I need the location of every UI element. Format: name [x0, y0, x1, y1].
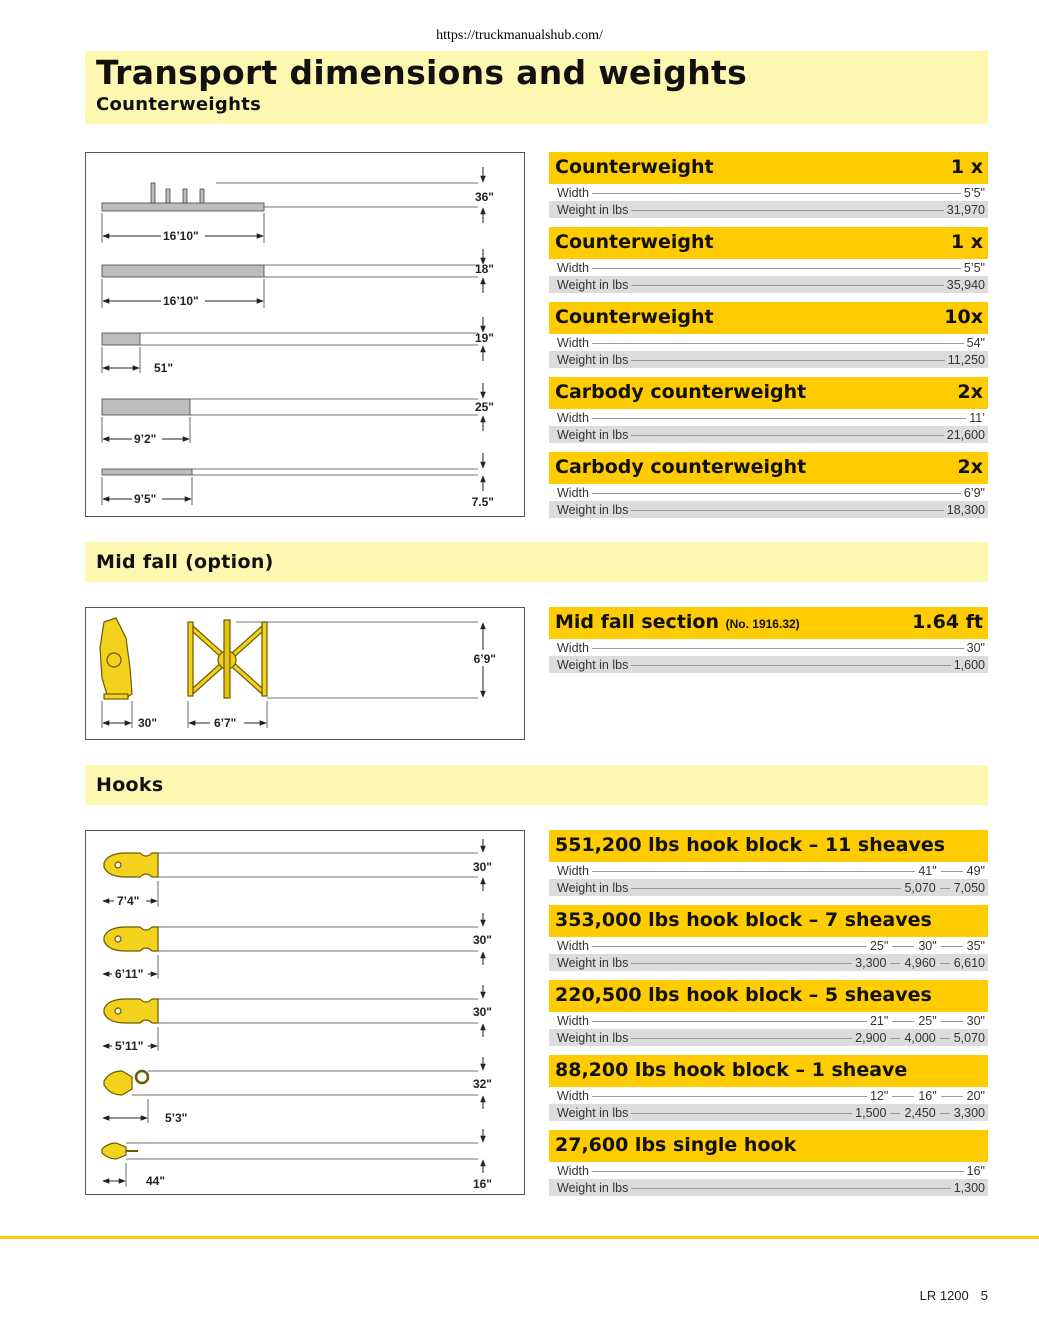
- cw-height-1: 36": [474, 190, 494, 204]
- card-title: 220,500 lbs hook block – 5 sheaves: [555, 984, 932, 1006]
- card-title: Carbody counterweight: [555, 381, 807, 403]
- weight-values: 5,070 7,050: [904, 880, 985, 895]
- weight-label: Weight in lbs: [557, 1105, 629, 1120]
- cw-height-5: 7.5": [471, 495, 494, 509]
- mid-fall-list: [549, 607, 988, 682]
- width-label: Width: [557, 938, 589, 953]
- hooks-list: [549, 830, 988, 1205]
- footer-rule: [0, 1236, 1039, 1239]
- counterweight-card: [549, 302, 988, 368]
- weight-label: Weight in lbs: [557, 1030, 629, 1045]
- mf-length-1: 30": [138, 716, 158, 730]
- width-label: Width: [557, 640, 589, 655]
- width-label: Width: [557, 185, 589, 200]
- card-title: Counterweight: [555, 231, 714, 253]
- width-label: Width: [557, 485, 589, 500]
- hook-length-3: 5’11": [115, 1039, 144, 1053]
- hook-card: [549, 980, 988, 1046]
- hooks-band: [85, 765, 988, 805]
- counterweight-card: [549, 152, 988, 218]
- width-values: 21" 25" 30": [869, 1013, 985, 1028]
- width-value: 5’5": [963, 185, 985, 200]
- width-value: 30": [966, 640, 985, 655]
- weight-label: Weight in lbs: [557, 352, 629, 367]
- hook-length-4: 5’3": [165, 1111, 188, 1125]
- counterweight-list: [549, 152, 988, 527]
- hook-length-1: 7’4": [117, 894, 140, 908]
- hook-height-2: 30": [472, 933, 492, 947]
- width-label: Width: [557, 1013, 589, 1028]
- card-quantity: 2x: [957, 381, 983, 403]
- hook-height-4: 32": [472, 1077, 492, 1091]
- section-title-hooks: Hooks: [96, 774, 164, 796]
- cw-length-2: 16’10": [163, 294, 199, 308]
- page-number: 5: [980, 1288, 988, 1303]
- width-label: Width: [557, 863, 589, 878]
- card-title: Counterweight: [555, 156, 714, 178]
- weight-label: Weight in lbs: [557, 277, 629, 292]
- width-value: 11’: [969, 410, 985, 425]
- hook-card: [549, 1055, 988, 1121]
- cw-length-3: 51": [154, 361, 174, 375]
- width-value: 5’5": [963, 260, 985, 275]
- weight-label: Weight in lbs: [557, 880, 629, 895]
- width-label: Width: [557, 335, 589, 350]
- weight-values: 2,900 4,000 5,070: [855, 1030, 985, 1045]
- card-title: Mid fall section (No. 1916.32): [555, 611, 800, 633]
- width-label: Width: [557, 410, 589, 425]
- width-label: Width: [557, 1163, 589, 1178]
- counterweight-card: [549, 452, 988, 518]
- mid-fall-card: [549, 607, 988, 673]
- weight-label: Weight in lbs: [557, 1180, 629, 1195]
- model-name: LR 1200: [919, 1288, 969, 1303]
- card-quantity: 1.64 ft: [912, 611, 983, 633]
- weight-values: 1,500 2,450 3,300: [855, 1105, 985, 1120]
- hook-length-5: 44": [146, 1174, 166, 1188]
- cw-height-4: 25": [474, 400, 494, 414]
- mf-height: 6’9": [473, 652, 496, 666]
- counterweight-card: [549, 227, 988, 293]
- cw-height-2: 18": [474, 262, 494, 276]
- section-title-mid-fall: Mid fall (option): [96, 551, 274, 573]
- cw-length-4: 9’2": [134, 432, 157, 446]
- weight-label: Weight in lbs: [557, 657, 629, 672]
- weight-value: 1,300: [953, 1180, 985, 1195]
- card-title: 88,200 lbs hook block – 1 sheave: [555, 1059, 908, 1081]
- hook-height-5: 16": [472, 1177, 492, 1191]
- card-quantity: 1 x: [950, 231, 983, 253]
- card-quantity: 1 x: [950, 156, 983, 178]
- mf-length-2: 6’7": [214, 716, 237, 730]
- page-footer: [908, 1288, 988, 1303]
- width-label: Width: [557, 260, 589, 275]
- cw-length-5: 9’5": [134, 492, 157, 506]
- width-values: 12" 16" 20": [869, 1088, 985, 1103]
- weight-label: Weight in lbs: [557, 955, 629, 970]
- hooks-drawing: [85, 830, 525, 1195]
- weight-value: 31,970: [946, 202, 985, 217]
- weight-label: Weight in lbs: [557, 502, 629, 517]
- card-quantity: 2x: [957, 456, 983, 478]
- hook-card: [549, 905, 988, 971]
- card-title: 551,200 lbs hook block – 11 sheaves: [555, 834, 946, 856]
- card-title: 27,600 lbs single hook: [555, 1134, 797, 1156]
- weight-values: 3,300 4,960 6,610: [855, 955, 985, 970]
- hook-card: [549, 1130, 988, 1196]
- hook-card: [549, 830, 988, 896]
- mid-fall-drawing: [85, 607, 525, 740]
- mid-fall-band: [85, 542, 988, 582]
- weight-value: 1,600: [953, 657, 985, 672]
- width-value: 16": [966, 1163, 985, 1178]
- weight-label: Weight in lbs: [557, 202, 629, 217]
- width-value: 6’9": [963, 485, 985, 500]
- section-title-counterweights: Counterweights: [96, 94, 262, 115]
- page-title: Transport dimensions and weights: [96, 53, 748, 92]
- counterweight-card: [549, 377, 988, 443]
- weight-label: Weight in lbs: [557, 427, 629, 442]
- weight-value: 21,600: [946, 427, 985, 442]
- card-title: 353,000 lbs hook block – 7 sheaves: [555, 909, 932, 931]
- card-quantity: 10x: [944, 306, 983, 328]
- width-value: 54": [966, 335, 985, 350]
- counterweights-drawing: [85, 152, 525, 517]
- cw-height-3: 19": [474, 331, 494, 345]
- source-url[interactable]: https://truckmanualshub.com/: [436, 28, 603, 43]
- width-values: 41" 49": [918, 863, 985, 878]
- width-label: Width: [557, 1088, 589, 1103]
- header-band: [85, 51, 988, 124]
- weight-value: 18,300: [946, 502, 985, 517]
- card-title: Carbody counterweight: [555, 456, 807, 478]
- weight-value: 11,250: [947, 352, 985, 367]
- card-part-number: (No. 1916.32): [725, 617, 800, 631]
- width-values: 25" 30" 35": [869, 938, 985, 953]
- hook-height-1: 30": [472, 860, 492, 874]
- cw-length-1: 16’10": [163, 229, 199, 243]
- card-title: Counterweight: [555, 306, 714, 328]
- hook-length-2: 6’11": [115, 967, 144, 981]
- hook-height-3: 30": [472, 1005, 492, 1019]
- weight-value: 35,940: [946, 277, 985, 292]
